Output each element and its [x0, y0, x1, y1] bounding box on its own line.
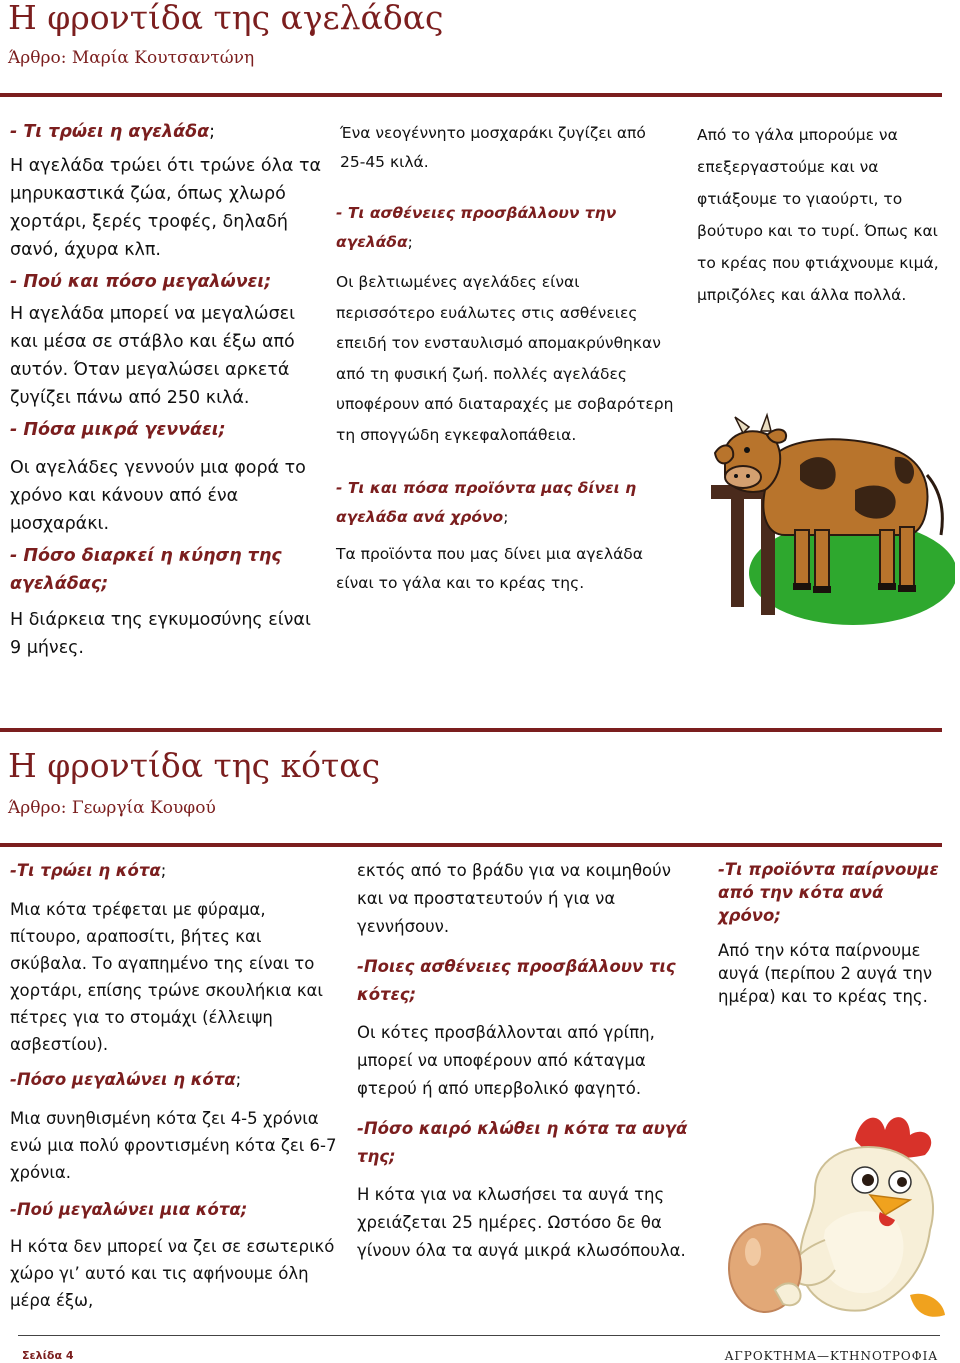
answer: Η αγελάδα μπορεί να μεγαλώσει και μέσα σε στάβλο και έξω από αυτόν. Όταν μεγαλώσει αρκετά ζυγίζει πάνω από 250 κιλά. [10, 304, 296, 408]
question: -Τι προϊόντα παίρνουμε από την κότα ανά χρόνο; [718, 860, 939, 925]
hen-title-divider [0, 843, 942, 847]
answer: Η διάρκεια της εγκυμοσύνης είναι 9 μήνες. [10, 610, 311, 658]
cow-article-title: Η φροντίδα της αγελάδας [8, 0, 444, 37]
hen-with-egg-illustration [705, 1100, 955, 1330]
hen-article-title: Η φροντίδα της κότας [8, 746, 381, 785]
page-number: Σελίδα 4 [22, 1349, 74, 1362]
question: -Ποιες ασθένειες προσβάλλουν τις κότες; [357, 957, 676, 1004]
question: - Πού και πόσο μεγαλώνει; [10, 272, 272, 292]
answer: Η κότα για να κλωσήσει τα αυγά της χρειάζεται 25 ημέρες. Ωστόσο δε θα γίνουν όλα τα αυγά μικρά κλωσόπουλα. [357, 1185, 686, 1260]
question: -Τι τρώει η κότα; [10, 861, 167, 880]
cow-column-3 [697, 119, 952, 311]
cow-illustration [705, 395, 955, 630]
answer: Τα προϊόντα που μας δίνει μια αγελάδα είναι το γάλα και το κρέας της. [336, 545, 643, 592]
answer: Οι βελτιωμένες αγελάδες είναι περισσότερο ευάλωτες στις ασθένειες επειδή τον ενσταυλισμό απομακρύνθηκαν από τη φυσική ζωή. πολλές αγελάδες υποφέρουν από διαταραχές με σοβαρότερη τη σπογγώδη εγκεφαλοπάθεια. [336, 273, 674, 444]
question: -Πού μεγαλώνει μια κότα; [10, 1200, 248, 1219]
cow-column-2 [336, 119, 676, 598]
question: -Πόσο μεγαλώνει η κότα; [10, 1070, 242, 1089]
question: - Τι ασθένειες προσβάλλουν την αγελάδα; [336, 204, 617, 251]
question: - Τι τρώει η αγελάδα; [10, 122, 216, 142]
answer: Οι κότες προσβάλλονται από γρίπη, μπορεί να υποφέρουν από κάταγμα φτερού ή από υπερβολικό φαγητό. [357, 1023, 655, 1098]
answer: Ένα νεογέννητο μοσχαράκι ζυγίζει από 25-45 κιλά. [340, 124, 646, 171]
question: -Πόσο καιρό κλώθει η κότα τα αυγά της; [357, 1119, 688, 1166]
answer: Από το γάλα μπορούμε να επεξεργαστούμε και να φτιάξουμε το γιαούρτι, το βούτυρο και το τυρί. Όπως και το κρέας που φτιάχνουμε κιμά, μπριζόλες και άλλα πολλά. [697, 126, 939, 304]
answer: εκτός από το βράδυ για να κοιμηθούν και να προστατευτούν ή για να γεννήσουν. [357, 861, 671, 936]
question: - Πόσα μικρά γεννάει; [10, 420, 226, 440]
footer-divider [18, 1335, 940, 1336]
hen-column-3 [718, 858, 950, 1008]
answer: Μια συνηθισμένη κότα ζει 4-5 χρόνια ενώ μια πολύ φροντισμένη κότα ζει 6-7 χρόνια. [10, 1109, 337, 1182]
hen-article-author: Άρθρο: Γεωργία Κουφού [8, 798, 216, 818]
answer: Οι αγελάδες γεννούν μια φορά το χρόνο και κάνουν από ένα μοσχαράκι. [10, 458, 306, 534]
hen-column-2 [357, 857, 702, 1265]
answer: Η κότα δεν μπορεί να ζει σε εσωτερικό χώρο γι’ αυτό και τις αφήνουμε όλη μέρα έξω, [10, 1237, 335, 1310]
question: - Πόσο διαρκεί η κύηση της αγελάδας; [10, 546, 282, 594]
section-divider [0, 728, 942, 732]
cow-column-1 [10, 118, 322, 662]
cow-article-author: Άρθρο: Μαρία Κουτσαντώνη [8, 48, 255, 68]
hen-column-1 [10, 857, 338, 1314]
magazine-name: ΑΓΡΟΚΤΗΜΑ—ΚΤΗΝΟΤΡΟΦΙΑ [724, 1349, 938, 1363]
cow-title-divider [0, 93, 942, 97]
answer: Από την κότα παίρνουμε αυγά (περίπου 2 αυγά την ημέρα) και το κρέας της. [718, 941, 933, 1006]
answer: Μια κότα τρέφεται με φύραμα, πίτουρο, αραποσίτι, βήτες και σκύβαλα. Το αγαπημένο της είναι το χορτάρι, επίσης τρώνε σκουλήκια και πέτρες για το στομάχι (έλλειψη ασβεστίου). [10, 900, 324, 1054]
answer: Η αγελάδα τρώει ότι τρώνε όλα τα μηρυκαστικά ζώα, όπως χλωρό χορτάρι, ξερές τροφές, δηλαδή σανό, άχυρα κλπ. [10, 156, 322, 260]
question: - Τι και πόσα προϊόντα μας δίνει η αγελάδα ανά χρόνο; [336, 479, 637, 526]
